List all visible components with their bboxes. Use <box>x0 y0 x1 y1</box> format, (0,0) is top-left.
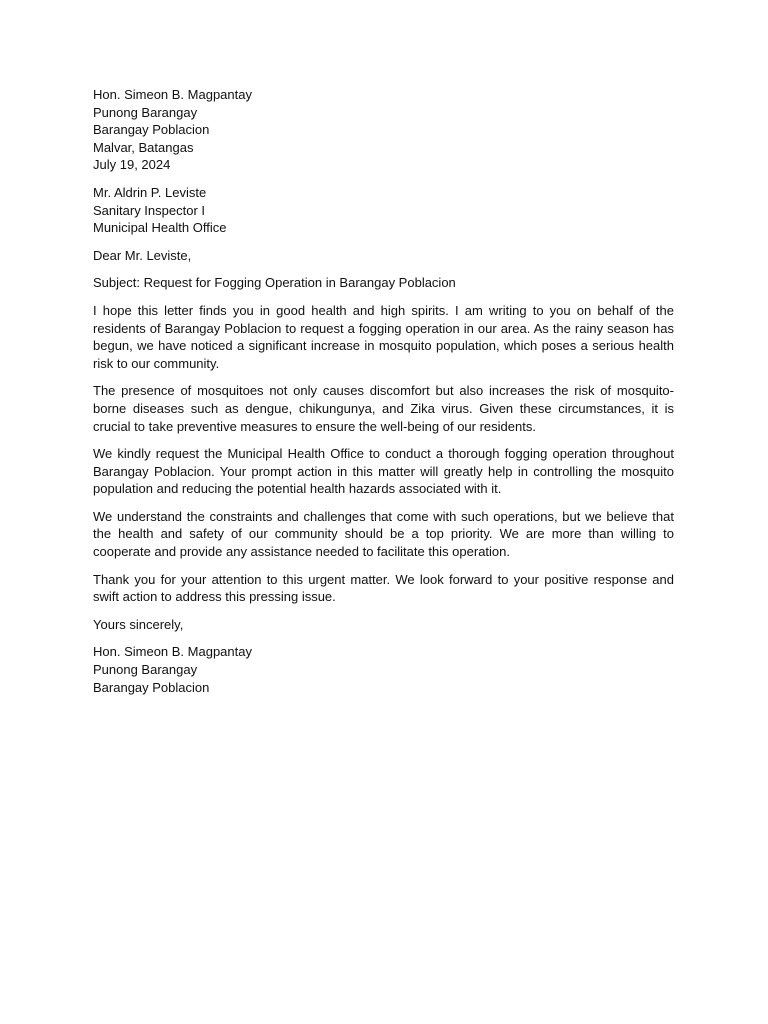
sender-block <box>93 86 674 174</box>
signature-block <box>93 643 674 696</box>
letter-date: July 19, 2024 <box>93 157 171 173</box>
closing: Yours sincerely, <box>93 616 184 632</box>
recipient-position: Sanitary Inspector I <box>93 202 205 218</box>
letter-body <box>93 302 674 606</box>
sender-address: Malvar, Batangas <box>93 139 194 155</box>
signature-office: Barangay Poblacion <box>93 679 210 695</box>
greeting: Dear Mr. Leviste, <box>93 247 192 263</box>
body-paragraph: The presence of mosquitoes not only causes discomfort but also increases the risk of mosquito-borne diseases such as dengue, chikungunya, and Zika virus. Given these circumstances, it is crucial to take preventive measures to ensure the well-being of our residents. <box>93 383 674 434</box>
recipient-office: Municipal Health Office <box>93 220 227 236</box>
signature-name: Hon. Simeon B. Magpantay <box>93 644 252 660</box>
recipient-name: Mr. Aldrin P. Leviste <box>93 184 207 200</box>
body-paragraph: Thank you for your attention to this urgent matter. We look forward to your positive response and swift action to address this pressing issue. <box>93 571 674 605</box>
sender-position: Punong Barangay <box>93 104 198 120</box>
body-paragraph: We kindly request the Municipal Health Office to conduct a thorough fogging operation throughout Barangay Poblacion. Your prompt action in this matter will greatly help in controlling the mosquito population and reducing the potential health hazards associated with it. <box>93 446 674 497</box>
signature-position: Punong Barangay <box>93 662 198 678</box>
body-paragraph: I hope this letter finds you in good health and high spirits. I am writing to you on behalf of the residents of Barangay Poblacion to request a fogging operation in our area. As the rainy season has begun, we have noticed a significant increase in mosquito population, which poses a serious health risk to our community. <box>93 302 674 371</box>
subject-line: Subject: Request for Fogging Operation in Barangay Poblacion <box>93 275 456 291</box>
body-paragraph: We understand the constraints and challenges that come with such operations, but we believe that the health and safety of our community should be a top priority. We are more than willing to cooperate and provide any assistance needed to facilitate this operation. <box>93 508 674 560</box>
sender-office: Barangay Poblacion <box>93 122 210 138</box>
sender-name: Hon. Simeon B. Magpantay <box>93 87 252 102</box>
recipient-block <box>93 184 674 237</box>
